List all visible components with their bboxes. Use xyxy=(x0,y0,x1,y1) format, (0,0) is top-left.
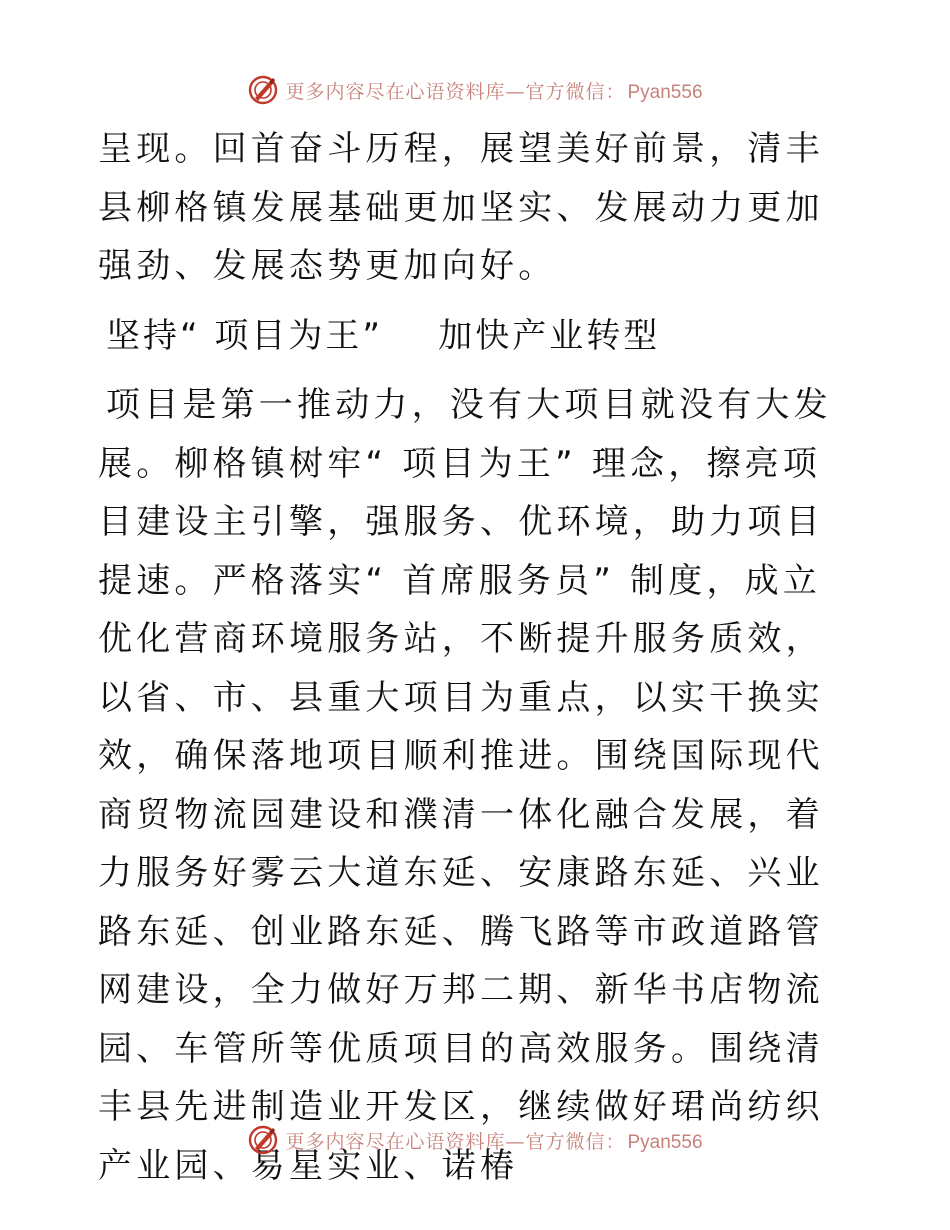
document-body xyxy=(98,120,858,1195)
watermark-text: 更多内容尽在心语资料库—官方微信： Pyan556 xyxy=(285,80,703,103)
section-heading: 坚持“ 项目为王” 加快产业转型 xyxy=(106,315,661,356)
watermark-wechat-id: Pyan556 xyxy=(627,81,703,103)
watermark-logo-icon xyxy=(247,1124,279,1156)
watermark-wechat-id: Pyan556 xyxy=(627,1131,703,1153)
watermark-text: 更多内容尽在心语资料库—官方微信： Pyan556 xyxy=(285,1130,703,1153)
footer-watermark xyxy=(0,1120,950,1160)
header-watermark xyxy=(0,70,950,110)
paragraph-1: 呈现。回首奋斗历程，展望美好前景，清丰县柳格镇发展基础更加坚实、发展动力更加强劲、发展态势更加向好。 xyxy=(98,129,824,286)
watermark-logo-icon xyxy=(247,74,279,106)
paragraph-2: 项目是第一推动力，没有大项目就没有大发展。柳格镇树牢“ 项目为王” 理念，擦亮项目建设主引擎，强服务、优环境，助力项目提速。严格落实“ 首席服务员” 制度，成立优化营商环境服务站，不断提升服务质效，以省、市、县重大项目为重点，以实干换实效，确保落地项目顺利推进。围绕国际现代商贸物流园建设和濮清一体化融合发展，着力服务好雾云大道东延、安康路东延、兴业路东延、创业路东延、腾飞路等市政道路管网建设，全力做好万邦二期、新华书店物流园、车管所等优质项目的高效服务。围绕清丰县先进制造业开发区，继续做好珺尚纺织产业园、易星实业、诺椿 xyxy=(98,385,832,1186)
